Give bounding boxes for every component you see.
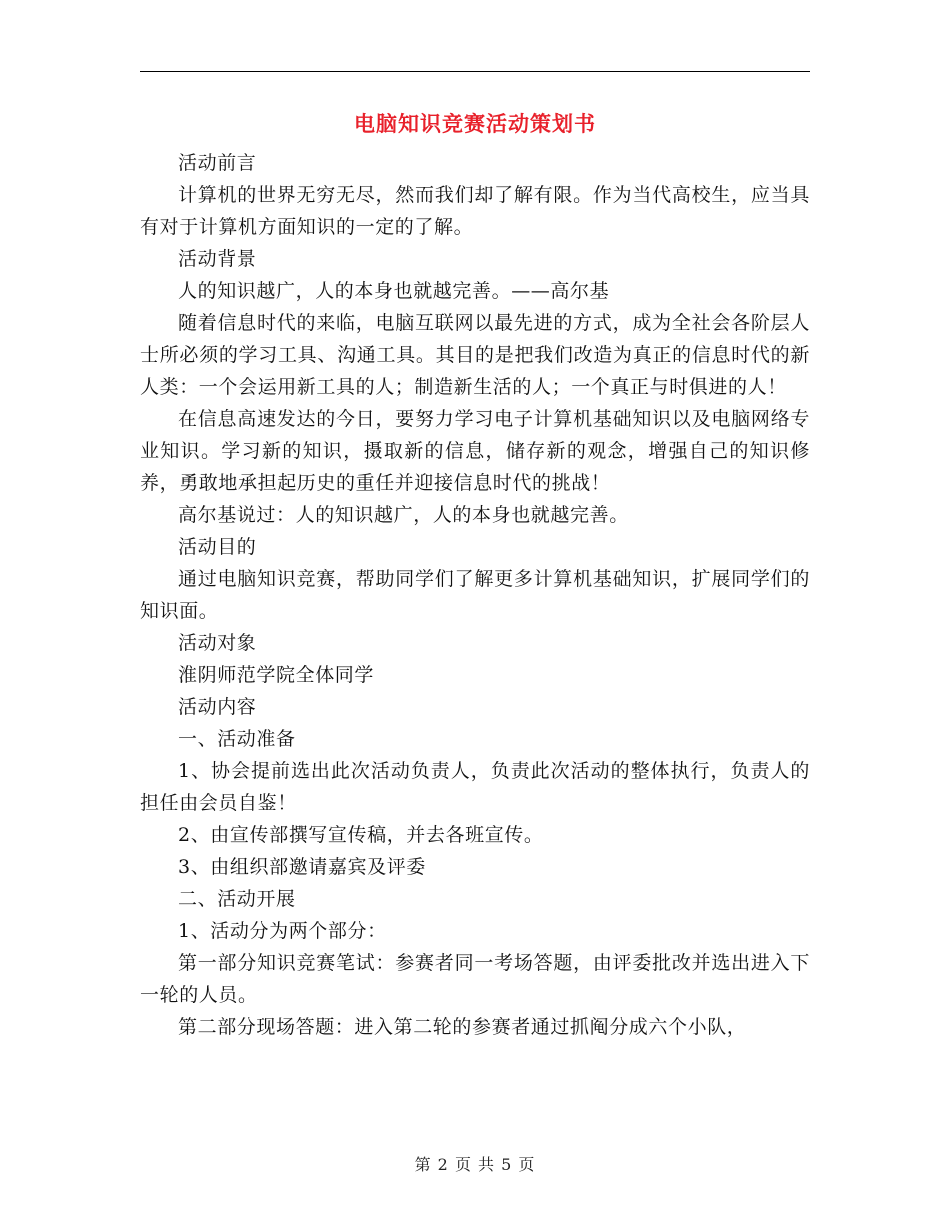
paragraph: 人的知识越广，人的本身也就越完善。——高尔基 <box>178 280 610 302</box>
paragraph: 活动前言 <box>178 152 257 174</box>
page-number-label: 第 2 页 共 5 页 <box>414 1155 536 1174</box>
paragraph: 3、由组织部邀请嘉宾及评委 <box>178 856 426 878</box>
paragraph: 第一部分知识竞赛笔试：参赛者同一考场答题，由评委批改并选出进入下一轮的人员。 <box>140 952 810 1006</box>
paragraph: 高尔基说过：人的知识越广，人的本身也就越完善。 <box>178 504 629 526</box>
paragraph: 第二部分现场答题：进入第二轮的参赛者通过抓阄分成六个小队， <box>178 1016 747 1038</box>
document-body <box>140 147 810 1043</box>
paragraph: 活动内容 <box>178 696 257 718</box>
paragraph: 随着信息时代的来临，电脑互联网以最先进的方式，成为全社会各阶层人士所必须的学习工具、沟通工具。其目的是把我们改造为真正的信息时代的新人类：一个会运用新工具的人；制造新生活的人；一个真正与时俱进的人！ <box>140 312 810 398</box>
paragraph: 2、由宣传部撰写宣传稿，并去各班宣传。 <box>178 824 544 846</box>
paragraph: 淮阴师范学院全体同学 <box>178 664 375 686</box>
header-rule <box>140 71 810 72</box>
document-title: 电脑知识竞赛活动策划书 <box>354 111 596 136</box>
paragraph: 二、活动开展 <box>178 888 296 910</box>
page-footer <box>140 1152 810 1175</box>
paragraph: 在信息高速发达的今日，要努力学习电子计算机基础知识以及电脑网络专业知识。学习新的知识，摄取新的信息，储存新的观念，增强自己的知识修养，勇敢地承担起历史的重任并迎接信息时代的挑战！ <box>140 408 810 494</box>
paragraph: 1、协会提前选出此次活动负责人，负责此次活动的整体执行，负责人的担任由会员自鉴！ <box>140 760 810 814</box>
paragraph: 活动对象 <box>178 632 257 654</box>
paragraph: 活动目的 <box>178 536 257 558</box>
paragraph: 计算机的世界无穷无尽，然而我们却了解有限。作为当代高校生，应当具有对于计算机方面知识的一定的了解。 <box>140 184 810 238</box>
paragraph: 活动背景 <box>178 248 257 270</box>
paragraph: 1、活动分为两个部分： <box>178 920 387 942</box>
paragraph: 一、活动准备 <box>178 728 296 750</box>
paragraph: 通过电脑知识竞赛，帮助同学们了解更多计算机基础知识，扩展同学们的知识面。 <box>140 568 810 622</box>
